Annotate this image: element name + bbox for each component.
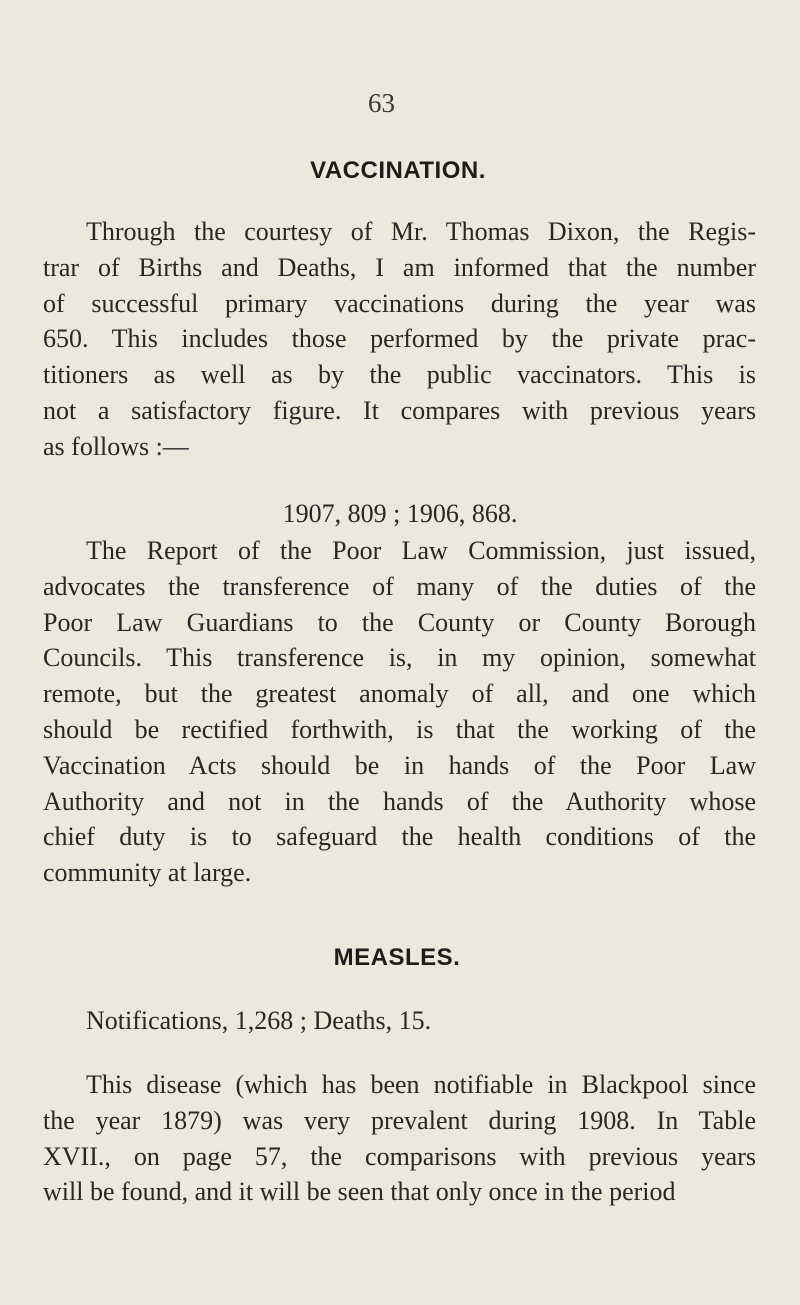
section-heading-vaccination: VACCINATION. bbox=[310, 157, 486, 184]
text-line: should be rectified forthwith, is that the working of the bbox=[43, 714, 756, 744]
text-line: 650. This includes those performed by the private prac- bbox=[43, 324, 756, 354]
text-line: titioners as well as by the public vaccinators. This is bbox=[43, 360, 756, 390]
text-line: remote, but the greatest anomaly of all, and one which bbox=[43, 679, 756, 709]
text-line: Authority and not in the hands of the Authority whose bbox=[43, 786, 756, 816]
text-line: Vaccination Acts should be in hands of the Poor Law bbox=[43, 750, 756, 780]
text-line: will be found, and it will be seen that only once in the period bbox=[43, 1177, 676, 1207]
text-line: chief duty is to safeguard the health conditions of the bbox=[43, 822, 756, 852]
paragraph-vaccination-statistics bbox=[43, 214, 756, 465]
paragraph-poor-law-commission bbox=[43, 533, 756, 891]
text-line: of successful primary vaccinations during the year was bbox=[43, 288, 756, 318]
text-line: Through the courtesy of Mr. Thomas Dixon, the Regis- bbox=[86, 217, 756, 246]
text-line: Councils. This transference is, in my opinion, somewhat bbox=[43, 643, 756, 673]
text-line: advocates the transference of many of the duties of the bbox=[43, 571, 756, 601]
text-line: not a satisfactory figure. It compares with previous years bbox=[43, 395, 756, 425]
text-line: community at large. bbox=[43, 858, 252, 888]
previous-years-figures: 1907, 809 ; 1906, 868. bbox=[282, 499, 518, 528]
text-line: trar of Births and Deaths, I am informed that the number bbox=[43, 252, 756, 282]
text-line: This disease (which has been notifiable in Blackpool since bbox=[86, 1070, 756, 1099]
text-line: the year 1879) was very prevalent during 1908. In Table bbox=[43, 1105, 756, 1135]
text-line: XVII., on page 57, the comparisons with previous years bbox=[43, 1141, 756, 1171]
paragraph-measles-prevalence bbox=[43, 1067, 756, 1210]
text-line: Poor Law Guardians to the County or County Borough bbox=[43, 607, 756, 637]
section-heading-measles: MEASLES. bbox=[333, 944, 461, 971]
measles-notifications: Notifications, 1,268 ; Deaths, 15. bbox=[86, 1006, 432, 1035]
page-number: 63 bbox=[368, 88, 395, 118]
text-line: as follows :— bbox=[43, 431, 189, 461]
text-line: The Report of the Poor Law Commission, just issued, bbox=[86, 536, 756, 565]
